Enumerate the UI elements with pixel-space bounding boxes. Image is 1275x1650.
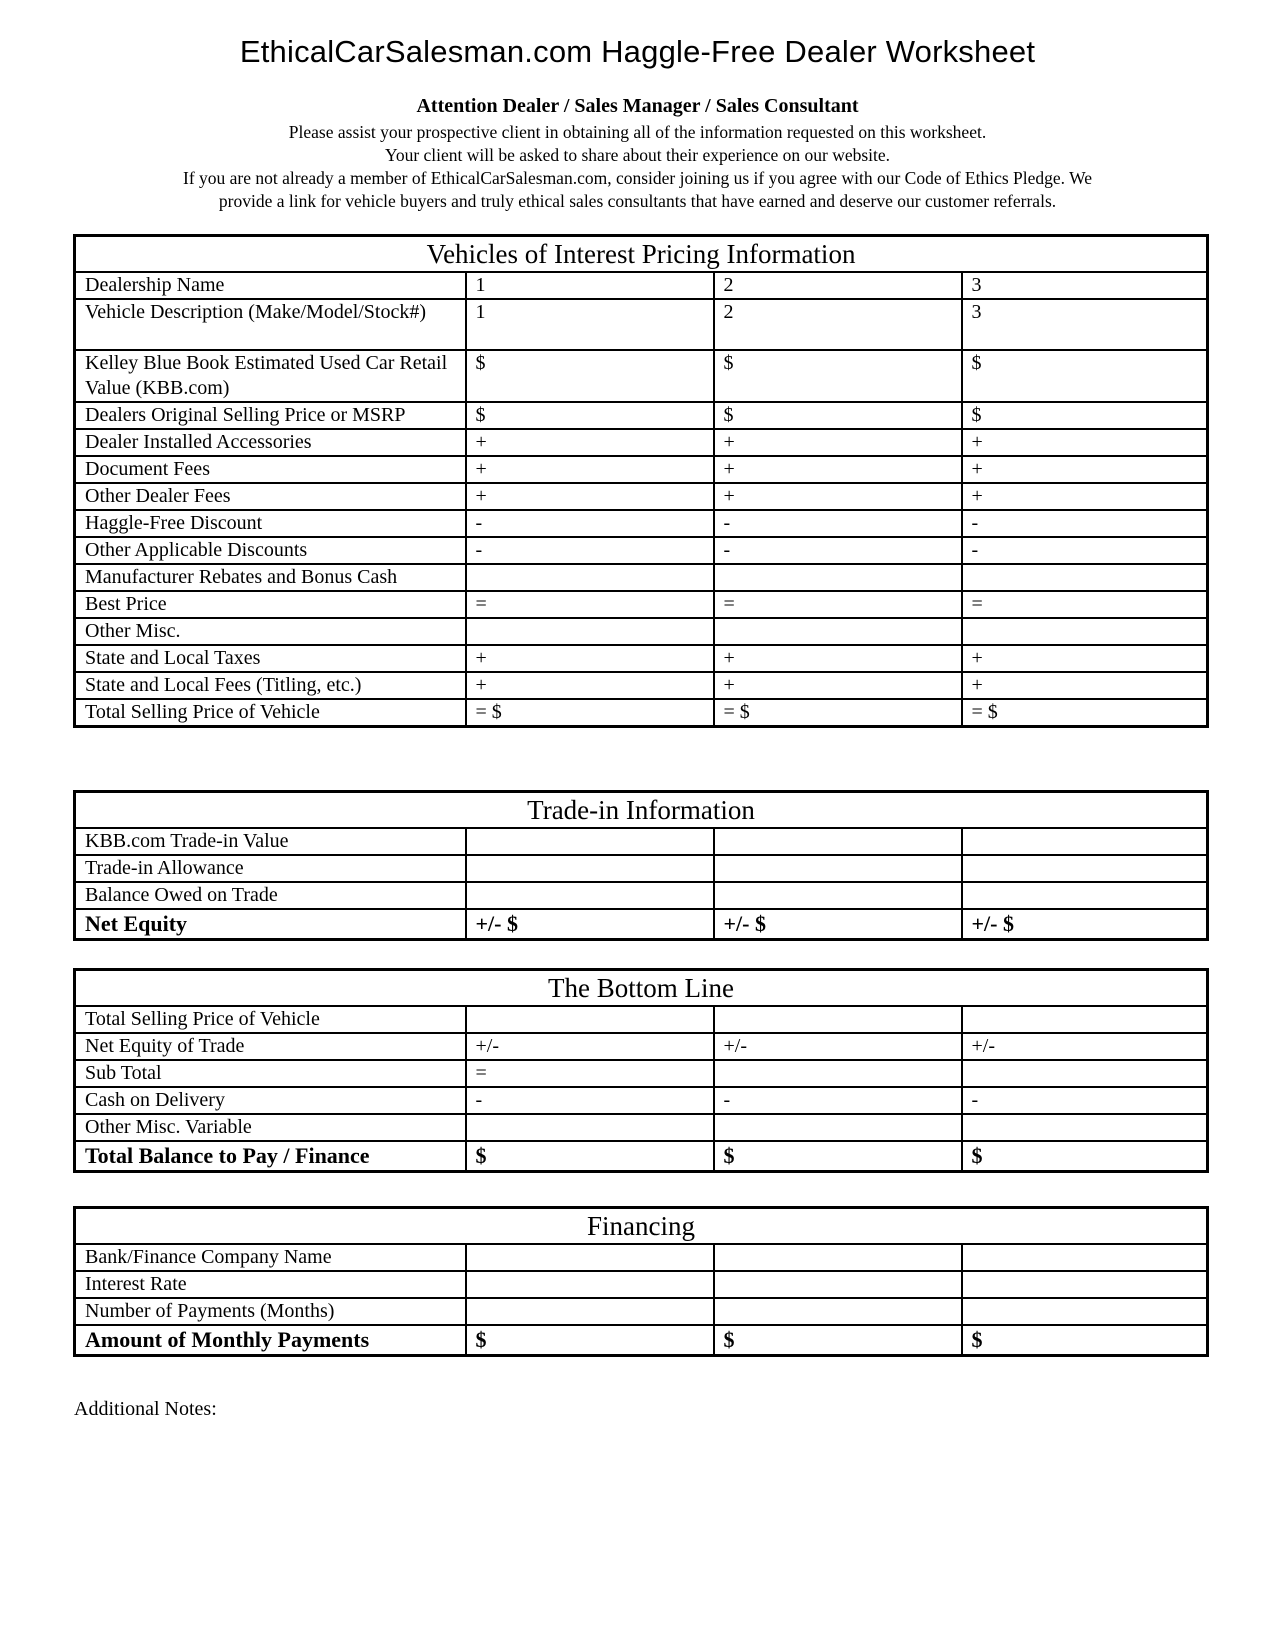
financing-table — [73, 1206, 1209, 1357]
vehicle-1-cell[interactable]: + — [466, 672, 714, 699]
vehicle-1-cell[interactable]: $ — [466, 1141, 714, 1172]
vehicle-1-cell[interactable] — [466, 855, 714, 882]
table-row — [75, 699, 1208, 727]
vehicle-3-cell[interactable] — [962, 855, 1208, 882]
vehicle-2-cell[interactable]: + — [714, 456, 962, 483]
page-title: EthicalCarSalesman.com Haggle-Free Dealer Worksheet — [239, 34, 1036, 69]
vehicle-3-cell[interactable]: + — [962, 483, 1208, 510]
row-label: Sub Total — [75, 1060, 466, 1087]
pricing-heading: Vehicles of Interest Pricing Information — [75, 236, 1208, 273]
row-label: Bank/Finance Company Name — [75, 1244, 466, 1271]
intro-text — [95, 121, 1180, 213]
additional-notes-label: Additional Notes: — [74, 1398, 217, 1420]
row-label: Other Applicable Discounts — [75, 537, 466, 564]
intro-line: Your client will be asked to share about their experience on our website. — [384, 145, 891, 165]
vehicle-3-cell[interactable] — [962, 828, 1208, 855]
vehicle-3-cell[interactable]: 3 — [962, 299, 1208, 350]
vehicle-2-cell[interactable] — [714, 1006, 962, 1033]
table-row — [75, 672, 1208, 699]
vehicle-2-cell[interactable]: +/- $ — [714, 909, 962, 940]
intro-line: If you are not already a member of EthicalCarSalesman.com, consider joining us if you agree with our Code of Ethics Pledge. We — [183, 168, 1092, 188]
intro-line: Please assist your prospective client in obtaining all of the information requested on this worksheet. — [288, 122, 987, 142]
vehicle-3-cell[interactable]: = — [962, 591, 1208, 618]
row-label: Other Misc. — [75, 618, 466, 645]
table-row — [75, 1244, 1208, 1271]
vehicle-1-cell[interactable] — [466, 1298, 714, 1325]
row-label: Interest Rate — [75, 1271, 466, 1298]
row-label: Other Dealer Fees — [75, 483, 466, 510]
vehicle-1-cell[interactable] — [466, 1244, 714, 1271]
vehicle-1-cell[interactable] — [466, 1114, 714, 1141]
vehicle-2-cell[interactable] — [714, 1060, 962, 1087]
vehicle-1-cell[interactable]: = — [466, 591, 714, 618]
vehicle-1-cell[interactable]: - — [466, 537, 714, 564]
row-label: State and Local Fees (Titling, etc.) — [75, 672, 466, 699]
vehicle-3-cell[interactable]: + — [962, 672, 1208, 699]
vehicle-2-cell[interactable] — [714, 828, 962, 855]
vehicle-1-cell[interactable] — [466, 618, 714, 645]
vehicle-3-cell[interactable]: +/- $ — [962, 909, 1208, 940]
pricing-table — [73, 234, 1209, 728]
table-row — [75, 882, 1208, 909]
row-label: State and Local Taxes — [75, 645, 466, 672]
row-label: KBB.com Trade-in Value — [75, 828, 466, 855]
row-label: Net Equity — [75, 909, 466, 940]
vehicle-3-cell[interactable]: $ — [962, 350, 1208, 402]
vehicle-3-cell[interactable]: $ — [962, 1141, 1208, 1172]
row-label: Cash on Delivery — [75, 1087, 466, 1114]
row-label: Amount of Monthly Payments — [75, 1325, 466, 1356]
vehicle-3-cell[interactable] — [962, 882, 1208, 909]
table-row — [75, 618, 1208, 645]
vehicle-2-cell[interactable]: + — [714, 483, 962, 510]
table-row — [75, 1141, 1208, 1172]
vehicle-2-cell[interactable] — [714, 564, 962, 591]
row-label: Total Selling Price of Vehicle — [75, 1006, 466, 1033]
table-row — [75, 1006, 1208, 1033]
vehicle-3-cell[interactable] — [962, 1006, 1208, 1033]
vehicle-1-cell[interactable]: + — [466, 483, 714, 510]
table-row — [75, 402, 1208, 429]
table-row — [75, 645, 1208, 672]
table-row — [75, 1060, 1208, 1087]
vehicle-3-cell[interactable] — [962, 564, 1208, 591]
vehicle-2-cell[interactable] — [714, 1244, 962, 1271]
vehicle-1-cell[interactable]: $ — [466, 1325, 714, 1356]
row-label: Best Price — [75, 591, 466, 618]
vehicle-2-cell[interactable]: + — [714, 672, 962, 699]
tradein-table — [73, 790, 1209, 941]
vehicle-2-cell[interactable]: - — [714, 510, 962, 537]
vehicle-2-cell[interactable]: = $ — [714, 699, 962, 727]
vehicle-3-cell[interactable] — [962, 618, 1208, 645]
vehicle-2-cell[interactable]: $ — [714, 350, 962, 402]
row-label: Trade-in Allowance — [75, 855, 466, 882]
table-row — [75, 564, 1208, 591]
vehicle-1-cell[interactable]: = $ — [466, 699, 714, 727]
bottomline-heading: The Bottom Line — [75, 970, 1208, 1007]
table-row — [75, 1298, 1208, 1325]
vehicle-3-cell[interactable] — [962, 1114, 1208, 1141]
row-label: Document Fees — [75, 456, 466, 483]
vehicle-3-cell[interactable]: - — [962, 510, 1208, 537]
vehicle-1-cell[interactable] — [466, 564, 714, 591]
row-label: Total Selling Price of Vehicle — [75, 699, 466, 727]
tradein-heading: Trade-in Information — [75, 792, 1208, 829]
table-row — [75, 1114, 1208, 1141]
vehicle-2-cell[interactable] — [714, 855, 962, 882]
table-row — [75, 591, 1208, 618]
table-row — [75, 429, 1208, 456]
vehicle-3-cell[interactable]: $ — [962, 1325, 1208, 1356]
table-row — [75, 456, 1208, 483]
row-label: Dealership Name — [75, 272, 466, 299]
vehicle-1-cell[interactable]: 1 — [466, 272, 714, 299]
vehicle-1-cell[interactable]: = — [466, 1060, 714, 1087]
row-label: Manufacturer Rebates and Bonus Cash — [75, 564, 466, 591]
table-row — [75, 272, 1208, 299]
vehicle-3-cell[interactable]: - — [962, 1087, 1208, 1114]
vehicle-2-cell[interactable] — [714, 1114, 962, 1141]
vehicle-3-cell[interactable]: - — [962, 537, 1208, 564]
vehicle-1-cell[interactable]: 1 — [466, 299, 714, 350]
row-label: Kelley Blue Book Estimated Used Car Retail Value (KBB.com) — [75, 350, 466, 402]
vehicle-1-cell[interactable]: +/- — [466, 1033, 714, 1060]
table-row — [75, 1033, 1208, 1060]
vehicle-2-cell[interactable] — [714, 1271, 962, 1298]
table-row — [75, 1087, 1208, 1114]
vehicle-3-cell[interactable]: + — [962, 645, 1208, 672]
vehicle-3-cell[interactable] — [962, 1244, 1208, 1271]
vehicle-3-cell[interactable] — [962, 1271, 1208, 1298]
vehicle-2-cell[interactable] — [714, 618, 962, 645]
table-row — [75, 855, 1208, 882]
row-label: Net Equity of Trade — [75, 1033, 466, 1060]
vehicle-2-cell[interactable]: +/- — [714, 1033, 962, 1060]
vehicle-1-cell[interactable]: $ — [466, 402, 714, 429]
vehicle-3-cell[interactable]: + — [962, 456, 1208, 483]
row-label: Number of Payments (Months) — [75, 1298, 466, 1325]
vehicle-2-cell[interactable]: = — [714, 591, 962, 618]
vehicle-1-cell[interactable]: $ — [466, 350, 714, 402]
vehicle-3-cell[interactable]: = $ — [962, 699, 1208, 727]
vehicle-3-cell[interactable]: $ — [962, 402, 1208, 429]
table-row — [75, 510, 1208, 537]
vehicle-3-cell[interactable] — [962, 1060, 1208, 1087]
vehicle-2-cell[interactable]: - — [714, 1087, 962, 1114]
vehicle-1-cell[interactable]: + — [466, 456, 714, 483]
vehicle-2-cell[interactable]: $ — [714, 1141, 962, 1172]
vehicle-1-cell[interactable]: + — [466, 429, 714, 456]
table-row — [75, 350, 1208, 402]
table-row — [75, 1325, 1208, 1356]
vehicle-1-cell[interactable]: + — [466, 645, 714, 672]
vehicle-3-cell[interactable] — [962, 1298, 1208, 1325]
vehicle-2-cell[interactable] — [714, 1298, 962, 1325]
vehicle-3-cell[interactable]: + — [962, 429, 1208, 456]
financing-heading: Financing — [75, 1208, 1208, 1245]
vehicle-3-cell[interactable]: +/- — [962, 1033, 1208, 1060]
vehicle-2-cell[interactable]: - — [714, 537, 962, 564]
vehicle-2-cell[interactable]: + — [714, 429, 962, 456]
vehicle-2-cell[interactable]: 2 — [714, 299, 962, 350]
row-label: Dealer Installed Accessories — [75, 429, 466, 456]
row-label: Dealers Original Selling Price or MSRP — [75, 402, 466, 429]
table-row — [75, 1271, 1208, 1298]
vehicle-1-cell[interactable]: +/- $ — [466, 909, 714, 940]
attention-heading: Attention Dealer / Sales Manager / Sales Consultant — [416, 95, 859, 117]
vehicle-2-cell[interactable]: + — [714, 645, 962, 672]
vehicle-1-cell[interactable] — [466, 882, 714, 909]
vehicle-1-cell[interactable]: - — [466, 510, 714, 537]
row-label: Other Misc. Variable — [75, 1114, 466, 1141]
row-label: Total Balance to Pay / Finance — [75, 1141, 466, 1172]
table-row — [75, 537, 1208, 564]
vehicle-2-cell[interactable]: 2 — [714, 272, 962, 299]
vehicle-1-cell[interactable]: - — [466, 1087, 714, 1114]
intro-line: provide a link for vehicle buyers and truly ethical sales consultants that have earned and deserve our customer referrals. — [218, 191, 1057, 211]
table-row — [75, 909, 1208, 940]
vehicle-3-cell[interactable]: 3 — [962, 272, 1208, 299]
vehicle-1-cell[interactable] — [466, 1006, 714, 1033]
table-row — [75, 299, 1208, 350]
vehicle-2-cell[interactable] — [714, 882, 962, 909]
row-label: Haggle-Free Discount — [75, 510, 466, 537]
row-label: Vehicle Description (Make/Model/Stock#) — [75, 299, 466, 350]
bottomline-table — [73, 968, 1209, 1173]
vehicle-1-cell[interactable] — [466, 828, 714, 855]
vehicle-1-cell[interactable] — [466, 1271, 714, 1298]
row-label: Balance Owed on Trade — [75, 882, 466, 909]
table-row — [75, 828, 1208, 855]
vehicle-2-cell[interactable]: $ — [714, 1325, 962, 1356]
table-row — [75, 483, 1208, 510]
vehicle-2-cell[interactable]: $ — [714, 402, 962, 429]
